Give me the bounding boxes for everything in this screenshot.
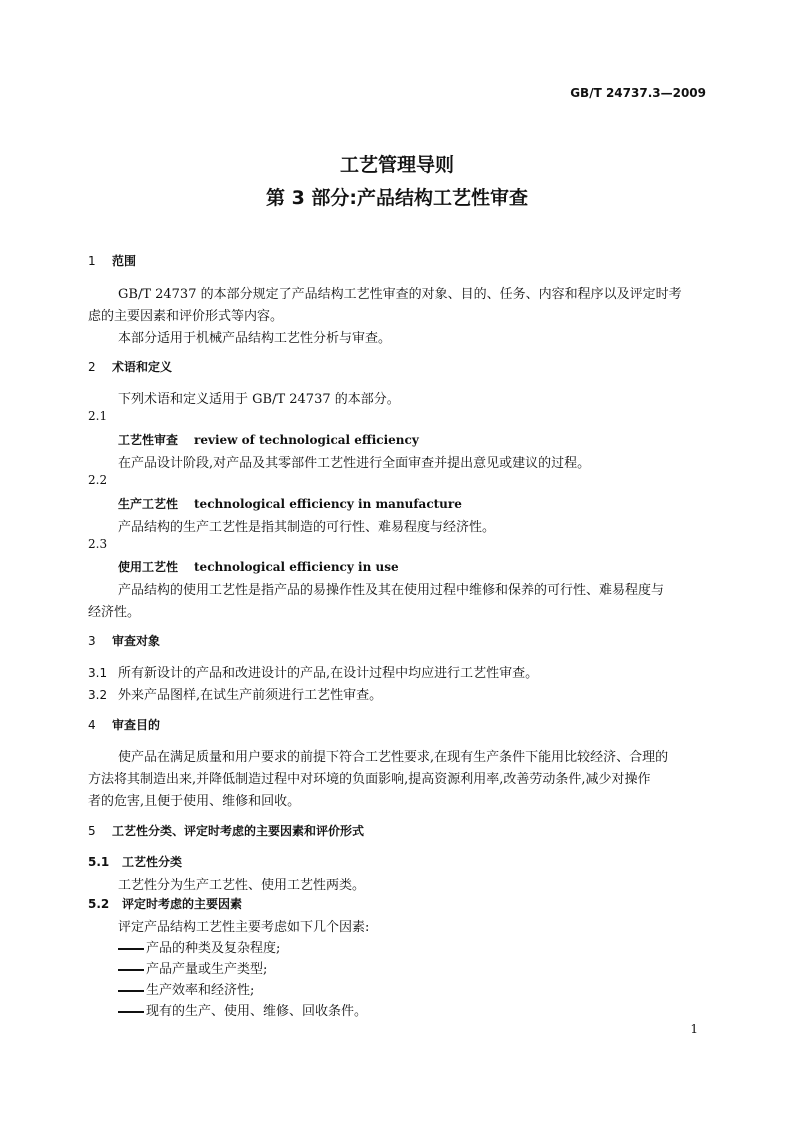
- dash-marker: [118, 990, 144, 992]
- section-title: 术语和定义: [112, 360, 173, 374]
- term-en: technological efficiency in manufacture: [194, 497, 462, 511]
- list-item-text: 产品产量或生产类型;: [146, 962, 268, 977]
- section-2-heading: [88, 358, 172, 375]
- clause-title: 工艺性分类: [122, 855, 183, 869]
- term-number: 2.1: [88, 409, 108, 423]
- paragraph-continuation: 者的危害,且便于使用、维修和回收。: [88, 794, 301, 809]
- paragraph: 下列术语和定义适用于 GB/T 24737 的本部分。: [118, 392, 400, 407]
- subsection-5-2-heading: [88, 895, 242, 912]
- paragraph: 评定产品结构工艺性主要考虑如下几个因素:: [118, 920, 370, 935]
- section-title: 工艺性分类、评定时考虑的主要因素和评价形式: [112, 824, 365, 838]
- term-en: technological efficiency in use: [194, 560, 399, 574]
- term-definition: 产品结构的生产工艺性是指其制造的可行性、难易程度与经济性。: [118, 520, 496, 535]
- list-item: [118, 979, 254, 998]
- page-number: 1: [690, 1022, 698, 1036]
- section-title: 范围: [112, 254, 137, 268]
- subsection-5-1-heading: [88, 853, 182, 870]
- document-subtitle: 第 3 部分:产品结构工艺性审查: [265, 187, 529, 209]
- section-title: 审查对象: [112, 634, 161, 648]
- clause-number: 3.1: [88, 666, 108, 680]
- paragraph-continuation: 经济性。: [88, 605, 141, 620]
- term-zh: 生产工艺性: [118, 497, 179, 511]
- term-entry: [118, 495, 462, 512]
- term-definition: 产品结构的使用工艺性是指产品的易操作性及其在使用过程中维修和保养的可行性、难易程度与: [118, 583, 665, 598]
- paragraph: 使产品在满足质量和用户要求的前提下符合工艺性要求,在现有生产条件下能用比较经济、合理的: [118, 750, 669, 765]
- clause-number: 5.1: [88, 855, 110, 869]
- list-item: [118, 1000, 367, 1019]
- paragraph: GB/T 24737 的本部分规定了产品结构工艺性审查的对象、目的、任务、内容和程序以及评定时考: [118, 287, 682, 302]
- term-en: review of technological efficiency: [194, 433, 419, 447]
- term-entry: [118, 431, 419, 448]
- list-item-text: 生产效率和经济性;: [146, 983, 255, 998]
- term-number: 2.2: [88, 473, 108, 487]
- term-zh: 工艺性审查: [118, 433, 179, 447]
- dash-marker: [118, 1011, 144, 1013]
- section-number: 2: [88, 360, 96, 374]
- section-3-heading: [88, 632, 160, 649]
- term-definition: 在产品设计阶段,对产品及其零部件工艺性进行全面审查并提出意见或建议的过程。: [118, 456, 591, 471]
- dash-marker: [118, 969, 144, 971]
- term-entry: [118, 558, 399, 575]
- standard-code: GB/T 24737.3—2009: [570, 86, 706, 100]
- paragraph: 工艺性分为生产工艺性、使用工艺性两类。: [118, 878, 366, 893]
- list-item: [118, 958, 267, 977]
- paragraph-continuation: 虑的主要因素和评价形式等内容。: [88, 309, 284, 324]
- list-item-text: 产品的种类及复杂程度;: [146, 941, 281, 956]
- section-number: 1: [88, 254, 96, 268]
- clause-number: 3.2: [88, 688, 108, 702]
- section-1-heading: [88, 252, 136, 269]
- clause: [88, 662, 538, 681]
- paragraph: 本部分适用于机械产品结构工艺性分析与审查。: [118, 331, 392, 346]
- section-number: 4: [88, 718, 96, 732]
- clause-title: 评定时考虑的主要因素: [122, 897, 243, 911]
- section-4-heading: [88, 716, 160, 733]
- document-title: 工艺管理导则: [339, 154, 454, 176]
- section-5-heading: [88, 822, 364, 839]
- section-title: 审查目的: [112, 718, 161, 732]
- clause: [88, 684, 382, 703]
- clause-text: 所有新设计的产品和改进设计的产品,在设计过程中均应进行工艺性审查。: [118, 666, 539, 681]
- clause-text: 外来产品图样,在试生产前须进行工艺性审查。: [118, 688, 383, 703]
- term-zh: 使用工艺性: [118, 560, 179, 574]
- list-item: [118, 937, 280, 956]
- term-number: 2.3: [88, 537, 108, 551]
- dash-marker: [118, 948, 144, 950]
- section-number: 3: [88, 634, 96, 648]
- clause-number: 5.2: [88, 897, 110, 911]
- paragraph-continuation: 方法将其制造出来,并降低制造过程中对环境的负面影响,提高资源利用率,改善劳动条件,减少对操作: [88, 772, 651, 787]
- section-number: 5: [88, 824, 96, 838]
- list-item-text: 现有的生产、使用、维修、回收条件。: [146, 1004, 368, 1019]
